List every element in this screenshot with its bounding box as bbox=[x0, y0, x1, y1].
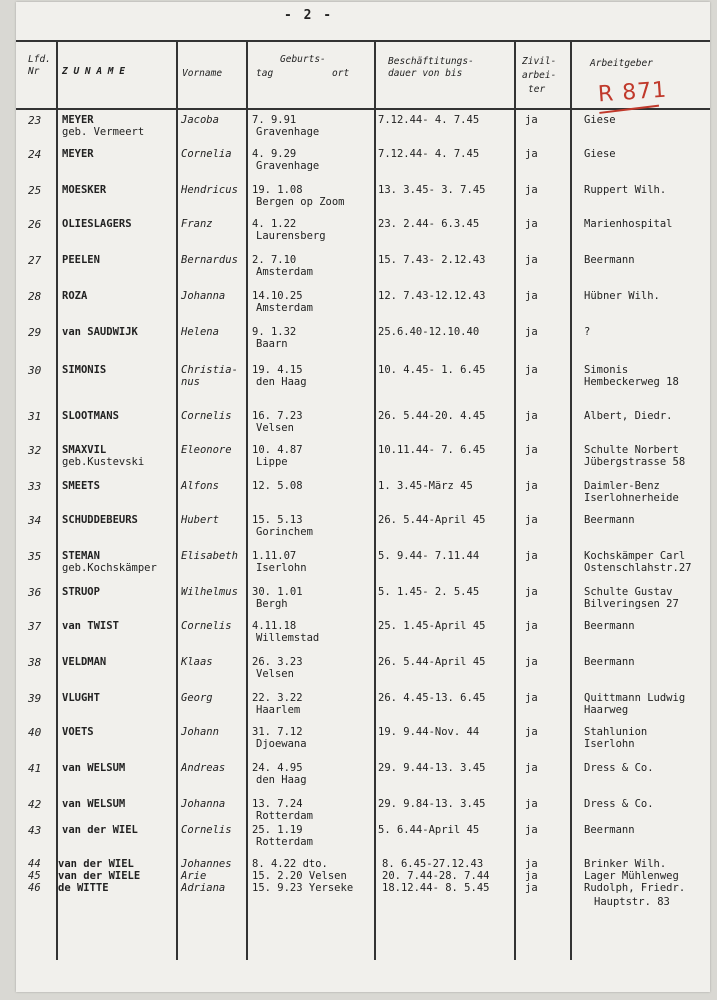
first-name: Elisabeth bbox=[181, 550, 238, 562]
employment-period: 23. 2.44- 6.3.45 bbox=[378, 218, 480, 230]
employer: Beermann bbox=[584, 656, 635, 668]
header-zivil: Zivil- bbox=[522, 56, 557, 67]
row-number: 25 bbox=[28, 184, 42, 197]
employment-period: 25. 1.45-April 45 bbox=[378, 620, 486, 632]
employer: Quittmann Ludwig bbox=[584, 692, 686, 704]
row-number: 38 bbox=[28, 656, 42, 669]
birth-place: Djoewana bbox=[256, 738, 307, 750]
birth-date: 12. 5.08 bbox=[252, 480, 303, 492]
table-row bbox=[16, 364, 710, 398]
birth-date: 7. 9.91 bbox=[252, 114, 297, 126]
civil-worker: ja bbox=[525, 882, 538, 894]
row-number: 45 bbox=[28, 870, 41, 882]
civil-worker: ja bbox=[525, 114, 538, 126]
surname: SIMONIS bbox=[62, 364, 107, 376]
birth-place: Lippe bbox=[256, 456, 288, 468]
table-row bbox=[16, 550, 710, 584]
surname: van der WIEL bbox=[62, 824, 138, 836]
surname: van der WIELE bbox=[58, 870, 141, 882]
surname: SCHUDDEBEURS bbox=[62, 514, 138, 526]
employment-period: 26. 4.45-13. 6.45 bbox=[378, 692, 486, 704]
first-name: Jacoba bbox=[181, 114, 219, 126]
birth-date: 26. 3.23 bbox=[252, 656, 303, 668]
civil-worker: ja bbox=[525, 726, 538, 738]
row-number: 39 bbox=[28, 692, 42, 705]
employer: Kochskämper Carl bbox=[584, 550, 686, 562]
table-row bbox=[16, 656, 710, 690]
birth-date: 4. 1.22 bbox=[252, 218, 297, 230]
birth-place: Bergh bbox=[256, 598, 288, 610]
employment-period: 26. 5.44-April 45 bbox=[378, 514, 486, 526]
employment-period: 13. 3.45- 3. 7.45 bbox=[378, 184, 486, 196]
header-tag: tag bbox=[256, 68, 274, 79]
row-number: 27 bbox=[28, 254, 42, 267]
surname: STEMAN bbox=[62, 550, 100, 562]
birth-place: Gorinchem bbox=[256, 526, 313, 538]
birth-date: 30. 1.01 bbox=[252, 586, 303, 598]
birth-place: Laurensberg bbox=[256, 230, 326, 242]
birth-place: Rotterdam bbox=[256, 810, 313, 822]
civil-worker: ja bbox=[525, 692, 538, 704]
surname: ROZA bbox=[62, 290, 88, 302]
table-row bbox=[16, 480, 710, 514]
employment-period: 8. 6.45-27.12.43 bbox=[382, 858, 484, 870]
row-number: 32 bbox=[28, 444, 42, 457]
row-number: 42 bbox=[28, 798, 42, 811]
employer: Beermann bbox=[584, 514, 635, 526]
first-name: Cornelis bbox=[181, 410, 232, 422]
birth-date: 1.11.07 bbox=[252, 550, 297, 562]
table-row bbox=[16, 824, 710, 858]
birth-place: Bergen op Zoom bbox=[256, 196, 345, 208]
first-name: Johannes bbox=[181, 858, 232, 870]
first-name: Cornelia bbox=[181, 148, 232, 160]
first-name: Bernardus bbox=[181, 254, 238, 266]
employment-period: 5. 6.44-April 45 bbox=[378, 824, 480, 836]
employment-period: 1. 3.45-März 45 bbox=[378, 480, 473, 492]
table-row bbox=[16, 184, 710, 218]
employer: Dress & Co. bbox=[584, 762, 654, 774]
birth-date: 19. 4.15 bbox=[252, 364, 303, 376]
surname: SMEETS bbox=[62, 480, 100, 492]
first-name: Andreas bbox=[181, 762, 226, 774]
birth-date: 19. 1.08 bbox=[252, 184, 303, 196]
employment-period: 25.6.40-12.10.40 bbox=[378, 326, 480, 338]
employer-address: Ostenschlahstr.27 bbox=[584, 562, 692, 574]
surname: SMAXVIL bbox=[62, 444, 107, 456]
civil-worker: ja bbox=[525, 480, 538, 492]
civil-worker: ja bbox=[525, 550, 538, 562]
birth-place: Haarlem bbox=[256, 704, 301, 716]
header-nr: Nr bbox=[28, 66, 40, 77]
table-row bbox=[16, 620, 710, 654]
employer-address: Jübergstrasse 58 bbox=[584, 456, 686, 468]
civil-worker: ja bbox=[525, 148, 538, 160]
row-number: 29 bbox=[28, 326, 42, 339]
first-name: Adriana bbox=[181, 882, 226, 894]
employment-period: 26. 5.44-20. 4.45 bbox=[378, 410, 486, 422]
employment-period: 19. 9.44-Nov. 44 bbox=[378, 726, 480, 738]
surname: van der WIEL bbox=[58, 858, 134, 870]
employer: Dress & Co. bbox=[584, 798, 654, 810]
employer: Albert, Diedr. bbox=[584, 410, 673, 422]
employment-period: 10.11.44- 7. 6.45 bbox=[378, 444, 486, 456]
birth-place: Amsterdam bbox=[256, 266, 313, 278]
row-number: 23 bbox=[28, 114, 42, 127]
table-row bbox=[16, 326, 710, 360]
birth-place: den Haag bbox=[256, 774, 307, 786]
birth-date: 9. 1.32 bbox=[252, 326, 297, 338]
row-number: 26 bbox=[28, 218, 42, 231]
surname: MEYER bbox=[62, 148, 94, 160]
header-zuname: Z U N A M E bbox=[62, 66, 125, 77]
surname: MEYER bbox=[62, 114, 94, 126]
birth-place: Iserlohn bbox=[256, 562, 307, 574]
civil-worker: ja bbox=[525, 410, 538, 422]
header-ort: ort bbox=[332, 68, 350, 79]
first-name-cont: nus bbox=[181, 376, 200, 388]
surname: VELDMAN bbox=[62, 656, 107, 668]
employment-period: 12. 7.43-12.12.43 bbox=[378, 290, 486, 302]
table-row bbox=[16, 444, 710, 478]
table-row bbox=[16, 410, 710, 444]
header-arbeitgeber: Arbeitgeber bbox=[590, 58, 653, 69]
surname: PEELEN bbox=[62, 254, 100, 266]
header-top-rule bbox=[16, 40, 710, 42]
employer: Beermann bbox=[584, 254, 635, 266]
birth-date: 10. 4.87 bbox=[252, 444, 303, 456]
first-name: Cornelis bbox=[181, 824, 232, 836]
civil-worker: ja bbox=[525, 290, 538, 302]
employment-period: 29. 9.84-13. 3.45 bbox=[378, 798, 486, 810]
civil-worker: ja bbox=[525, 798, 538, 810]
employer-address: Iserlohnerheide bbox=[584, 492, 679, 504]
row-number: 34 bbox=[28, 514, 42, 527]
employer: Brinker Wilh. bbox=[584, 858, 667, 870]
employer: Hübner Wilh. bbox=[584, 290, 660, 302]
table-row bbox=[16, 148, 710, 182]
civil-worker: ja bbox=[525, 858, 538, 870]
first-name: Johanna bbox=[181, 290, 226, 302]
employer: Beermann bbox=[584, 620, 635, 632]
employer: Stahlunion bbox=[584, 726, 648, 738]
surname-note: geb. Vermeert bbox=[62, 126, 145, 138]
table-row bbox=[16, 254, 710, 288]
first-name: Eleonore bbox=[181, 444, 232, 456]
civil-worker: ja bbox=[525, 620, 538, 632]
birth-info: 8. 4.22 dto. bbox=[252, 858, 328, 870]
table-row bbox=[16, 114, 710, 148]
surname-note: geb.Kochskämper bbox=[62, 562, 157, 574]
civil-worker: ja bbox=[525, 184, 538, 196]
surname: VLUGHT bbox=[62, 692, 100, 704]
birth-place: Rotterdam bbox=[256, 836, 313, 848]
birth-place: Gravenhage bbox=[256, 126, 320, 138]
employer-address: Hembeckerweg 18 bbox=[584, 376, 679, 388]
first-name: Klaas bbox=[181, 656, 213, 668]
birth-place: Baarn bbox=[256, 338, 288, 350]
first-name: Cornelis bbox=[181, 620, 232, 632]
table-row bbox=[16, 514, 710, 548]
employment-period: 18.12.44- 8. 5.45 bbox=[382, 882, 490, 894]
employer: Schulte Norbert bbox=[584, 444, 679, 456]
header-bottom-rule bbox=[16, 108, 710, 110]
first-name: Arie bbox=[181, 870, 207, 882]
row-number: 36 bbox=[28, 586, 42, 599]
civil-worker: ja bbox=[525, 824, 538, 836]
header-lfd: Lfd. bbox=[28, 54, 51, 65]
employer: Lager Mühlenweg bbox=[584, 870, 679, 882]
surname: OLIESLAGERS bbox=[62, 218, 132, 230]
row-number: 24 bbox=[28, 148, 42, 161]
civil-worker: ja bbox=[525, 586, 538, 598]
table-row-continuation bbox=[16, 896, 710, 908]
birth-date: 16. 7.23 bbox=[252, 410, 303, 422]
birth-place: Gravenhage bbox=[256, 160, 320, 172]
first-name: Johanna bbox=[181, 798, 226, 810]
civil-worker: ja bbox=[525, 444, 538, 456]
table-row bbox=[16, 870, 710, 882]
first-name: Franz bbox=[181, 218, 213, 230]
employer: ? bbox=[584, 326, 591, 338]
first-name: Helena bbox=[181, 326, 219, 338]
birth-date: 31. 7.12 bbox=[252, 726, 303, 738]
header-ter: ter bbox=[528, 84, 546, 95]
civil-worker: ja bbox=[525, 514, 538, 526]
birth-date: 24. 4.95 bbox=[252, 762, 303, 774]
employer: Ruppert Wilh. bbox=[584, 184, 667, 196]
birth-date: 15. 5.13 bbox=[252, 514, 303, 526]
header-beschaeftigung: Beschäftitungs- bbox=[388, 56, 474, 67]
employer: Giese bbox=[584, 114, 616, 126]
employment-period: 15. 7.43- 2.12.43 bbox=[378, 254, 486, 266]
surname: VOETS bbox=[62, 726, 94, 738]
employer: Daimler-Benz bbox=[584, 480, 660, 492]
table-row bbox=[16, 586, 710, 620]
first-name: Johann bbox=[181, 726, 219, 738]
header-vorname: Vorname bbox=[182, 68, 223, 79]
employer-address: Hauptstr. 83 bbox=[594, 896, 670, 908]
employer-address: Bilveringsen 27 bbox=[584, 598, 679, 610]
employer: Giese bbox=[584, 148, 616, 160]
header-arbei: arbei- bbox=[522, 70, 557, 81]
employment-period: 29. 9.44-13. 3.45 bbox=[378, 762, 486, 774]
civil-worker: ja bbox=[525, 656, 538, 668]
employer: Simonis bbox=[584, 364, 629, 376]
employer: Beermann bbox=[584, 824, 635, 836]
header-geburts: Geburts- bbox=[280, 54, 326, 65]
employer-address: Iserlohn bbox=[584, 738, 635, 750]
archive-stamp-text: R 871 bbox=[597, 77, 669, 108]
birth-date: 2. 7.10 bbox=[252, 254, 297, 266]
table-row bbox=[16, 858, 710, 870]
civil-worker: ja bbox=[525, 326, 538, 338]
surname: SLOOTMANS bbox=[62, 410, 119, 422]
first-name: Hubert bbox=[181, 514, 219, 526]
table-row bbox=[16, 762, 710, 796]
birth-place: Velsen bbox=[256, 422, 294, 434]
birth-place: Velsen bbox=[256, 668, 294, 680]
birth-info: 15. 9.23 Yerseke bbox=[252, 882, 354, 894]
civil-worker: ja bbox=[525, 218, 538, 230]
employment-period: 20. 7.44-28. 7.44 bbox=[382, 870, 490, 882]
page-number: - 2 - bbox=[284, 8, 334, 23]
table-row bbox=[16, 692, 710, 726]
employment-period: 5. 1.45- 2. 5.45 bbox=[378, 586, 480, 598]
employer: Schulte Gustav bbox=[584, 586, 673, 598]
civil-worker: ja bbox=[525, 870, 538, 882]
birth-place: Amsterdam bbox=[256, 302, 313, 314]
row-number: 35 bbox=[28, 550, 42, 563]
row-number: 44 bbox=[28, 858, 41, 870]
surname-note: geb.Kustevski bbox=[62, 456, 145, 468]
surname: de WITTE bbox=[58, 882, 109, 894]
surname: STRUOP bbox=[62, 586, 100, 598]
civil-worker: ja bbox=[525, 254, 538, 266]
table-row bbox=[16, 290, 710, 324]
row-number: 43 bbox=[28, 824, 42, 837]
birth-date: 14.10.25 bbox=[252, 290, 303, 302]
surname: van WELSUM bbox=[62, 762, 126, 774]
birth-place: Willemstad bbox=[256, 632, 320, 644]
first-name: Hendricus bbox=[181, 184, 238, 196]
row-number: 40 bbox=[28, 726, 42, 739]
birth-date: 4.11.18 bbox=[252, 620, 297, 632]
surname: van SAUDWIJK bbox=[62, 326, 138, 338]
employment-period: 5. 9.44- 7.11.44 bbox=[378, 550, 480, 562]
row-number: 33 bbox=[28, 480, 42, 493]
employment-period: 26. 5.44-April 45 bbox=[378, 656, 486, 668]
archive-stamp bbox=[597, 78, 668, 108]
birth-place: den Haag bbox=[256, 376, 307, 388]
surname: MOESKER bbox=[62, 184, 107, 196]
table-row bbox=[16, 218, 710, 252]
civil-worker: ja bbox=[525, 762, 538, 774]
employment-period: 7.12.44- 4. 7.45 bbox=[378, 114, 480, 126]
employment-period: 10. 4.45- 1. 6.45 bbox=[378, 364, 486, 376]
first-name: Christia- bbox=[181, 364, 238, 376]
row-number: 46 bbox=[28, 882, 41, 894]
header-dauer: dauer von bis bbox=[388, 68, 463, 79]
employer: Rudolph, Friedr. bbox=[584, 882, 686, 894]
document-page bbox=[16, 2, 710, 992]
employment-period: 7.12.44- 4. 7.45 bbox=[378, 148, 480, 160]
first-name: Alfons bbox=[181, 480, 219, 492]
table-row bbox=[16, 726, 710, 760]
first-name: Wilhelmus bbox=[181, 586, 238, 598]
birth-date: 13. 7.24 bbox=[252, 798, 303, 810]
surname: van WELSUM bbox=[62, 798, 126, 810]
surname: van TWIST bbox=[62, 620, 119, 632]
birth-date: 4. 9.29 bbox=[252, 148, 297, 160]
row-number: 30 bbox=[28, 364, 42, 377]
birth-date: 25. 1.19 bbox=[252, 824, 303, 836]
employer-address: Haarweg bbox=[584, 704, 629, 716]
row-number: 41 bbox=[28, 762, 42, 775]
row-number: 37 bbox=[28, 620, 42, 633]
employer: Marienhospital bbox=[584, 218, 673, 230]
table-row bbox=[16, 882, 710, 894]
first-name: Georg bbox=[181, 692, 213, 704]
birth-date: 22. 3.22 bbox=[252, 692, 303, 704]
row-number: 31 bbox=[28, 410, 42, 423]
civil-worker: ja bbox=[525, 364, 538, 376]
row-number: 28 bbox=[28, 290, 42, 303]
birth-info: 15. 2.20 Velsen bbox=[252, 870, 347, 882]
